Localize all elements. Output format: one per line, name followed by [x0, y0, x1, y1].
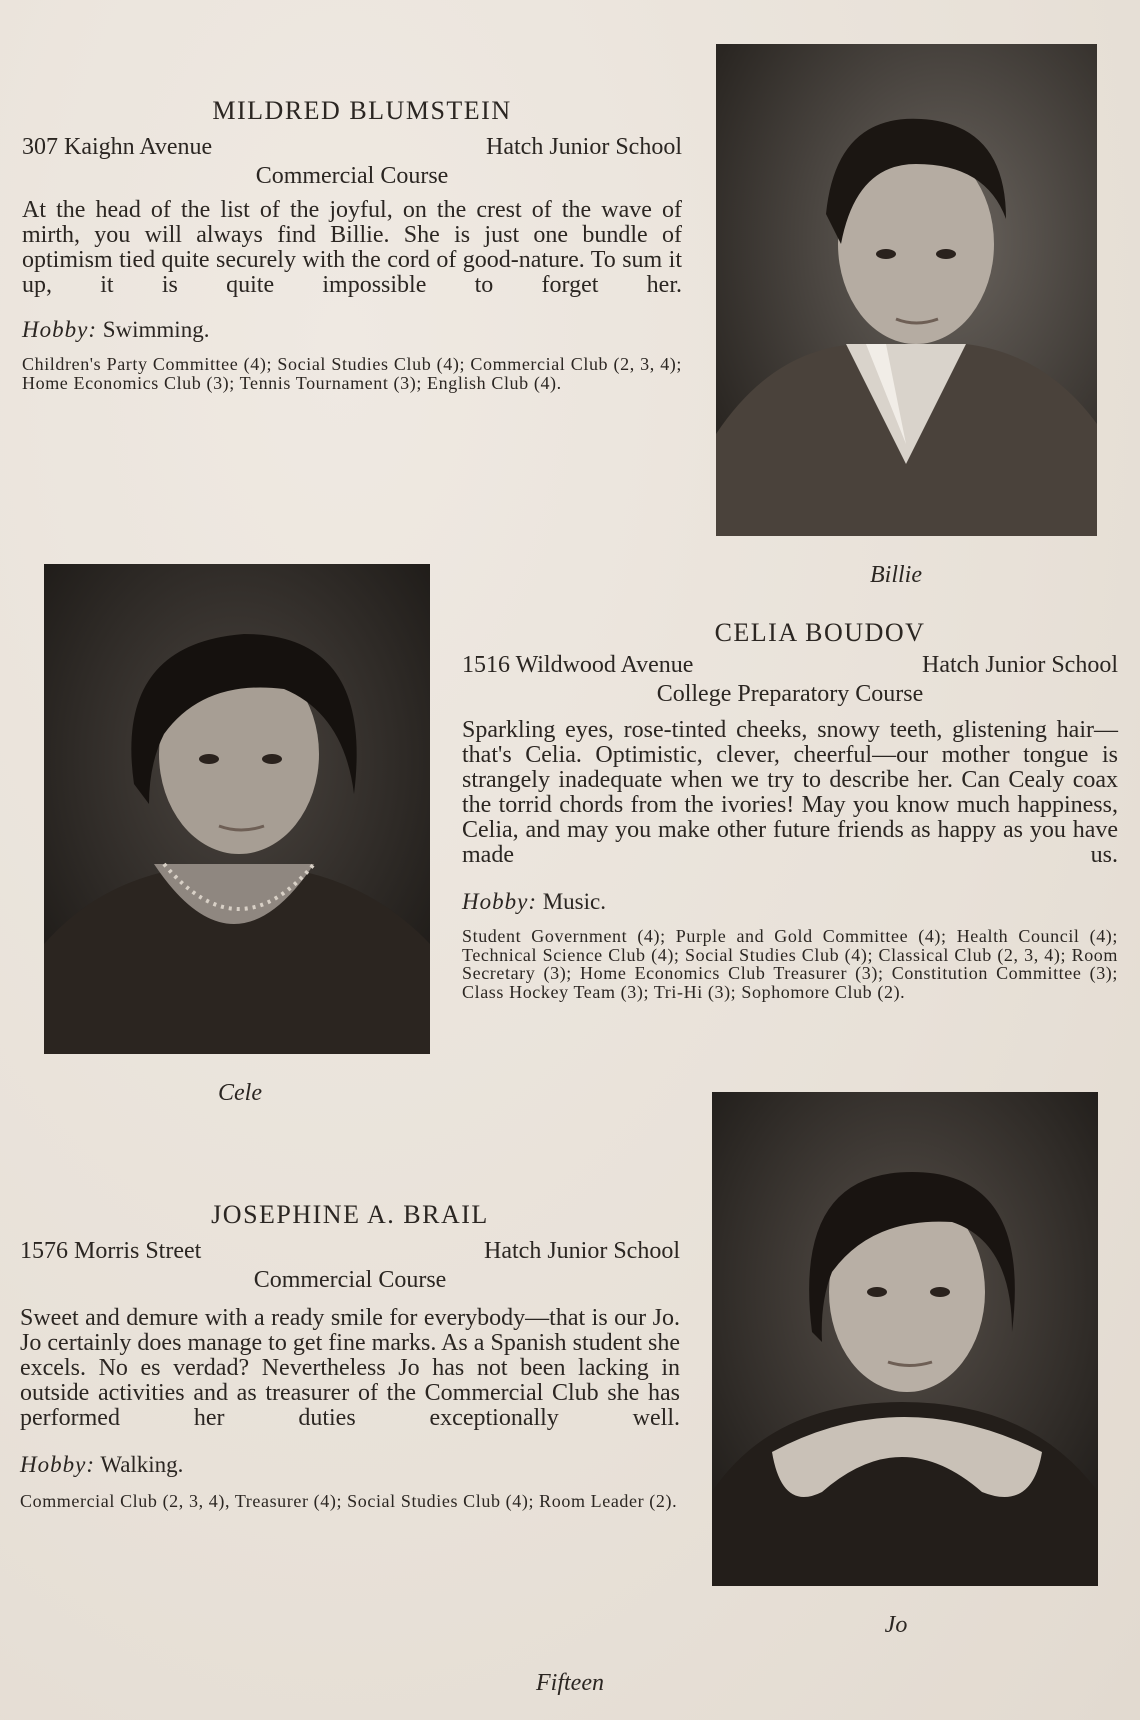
student-activities: Commercial Club (2, 3, 4), Treasurer (4); Social Studies Club (4); Room Leader (2).	[20, 1491, 678, 1511]
student-school: Hatch Junior School	[486, 134, 682, 160]
hobby-label: Hobby:	[20, 1452, 95, 1477]
student-bio: At the head of the list of the joyful, on the crest of the wave of mirth, you will always find Billie. She is just one bundle of optimism tied quite securely with the cord of good-nature. To sum it up, it is quite impossible to forget her.	[22, 197, 682, 298]
photo-caption-billie: Billie	[870, 562, 922, 588]
hobby-value: Music.	[542, 889, 606, 914]
address-row	[20, 1238, 680, 1265]
hobby-label: Hobby:	[22, 317, 97, 342]
hobby-value: Swimming.	[102, 317, 210, 342]
student-course: Commercial Course	[253, 1267, 447, 1293]
student-name: CELIA BOUDOV	[714, 618, 926, 647]
hobby-value: Walking.	[100, 1452, 184, 1477]
entry-celia-boudov	[462, 618, 1118, 1001]
student-address: 1576 Morris Street	[20, 1238, 202, 1264]
student-activities: Student Government (4); Purple and Gold Committee (4); Health Council (4); Technical Science Club (4); Social Studies Club (4); Classical Club (2, 3, 4); Room Secretary (3); Home Economics Club Treasurer (3); Constitution Committee (3); Class Hockey Team (3); Tri-Hi (3); Sophomore Club (2).	[462, 926, 1118, 1002]
portrait-image	[716, 44, 1097, 536]
student-course: Commercial Course	[255, 163, 449, 189]
student-name: MILDRED BLUMSTEIN	[212, 96, 512, 125]
student-address: 1516 Wildwood Avenue	[462, 652, 694, 678]
address-row	[22, 134, 682, 161]
photo-caption-cele: Cele	[218, 1080, 262, 1106]
entry-mildred-blumstein	[22, 96, 682, 392]
portrait-photo-cele	[44, 564, 430, 1054]
entry-josephine-brail	[20, 1200, 680, 1511]
portrait-image	[712, 1092, 1098, 1586]
portrait-image	[44, 564, 430, 1054]
student-school: Hatch Junior School	[484, 1238, 680, 1264]
student-school: Hatch Junior School	[922, 652, 1118, 678]
student-name: JOSEPHINE A. BRAIL	[211, 1200, 489, 1229]
student-course: College Preparatory Course	[656, 681, 924, 707]
student-address: 307 Kaighn Avenue	[22, 134, 213, 160]
portrait-photo-jo	[712, 1092, 1098, 1586]
address-row	[462, 652, 1118, 679]
hobby-label: Hobby:	[462, 889, 537, 914]
photo-caption-jo: Jo	[884, 1612, 908, 1638]
student-bio: Sweet and demure with a ready smile for everybody—that is our Jo. Jo certainly does manage to get fine marks. As a Spanish student she excels. No es verdad? Nevertheless Jo has not been lacking in outside activities and as treasurer of the Commercial Club she has performed her duties exceptionally well.	[20, 1305, 680, 1431]
student-bio: Sparkling eyes, rose-tinted cheeks, snowy teeth, glistening hair—that's Celia. Optimistic, clever, cheerful—our mother tongue is strangely inadequate when we try to describe her. Can Cealy coax the torrid chords from the ivories! May you know much happiness, Celia, and may you make other future friends as happy as you have made us.	[462, 717, 1118, 868]
page-number: Fifteen	[536, 1670, 604, 1696]
student-activities: Children's Party Committee (4); Social Studies Club (4); Commercial Club (2, 3, 4); Home Economics Club (3); Tennis Tournament (3); English Club (4).	[22, 354, 682, 393]
portrait-photo-billie	[716, 44, 1097, 536]
